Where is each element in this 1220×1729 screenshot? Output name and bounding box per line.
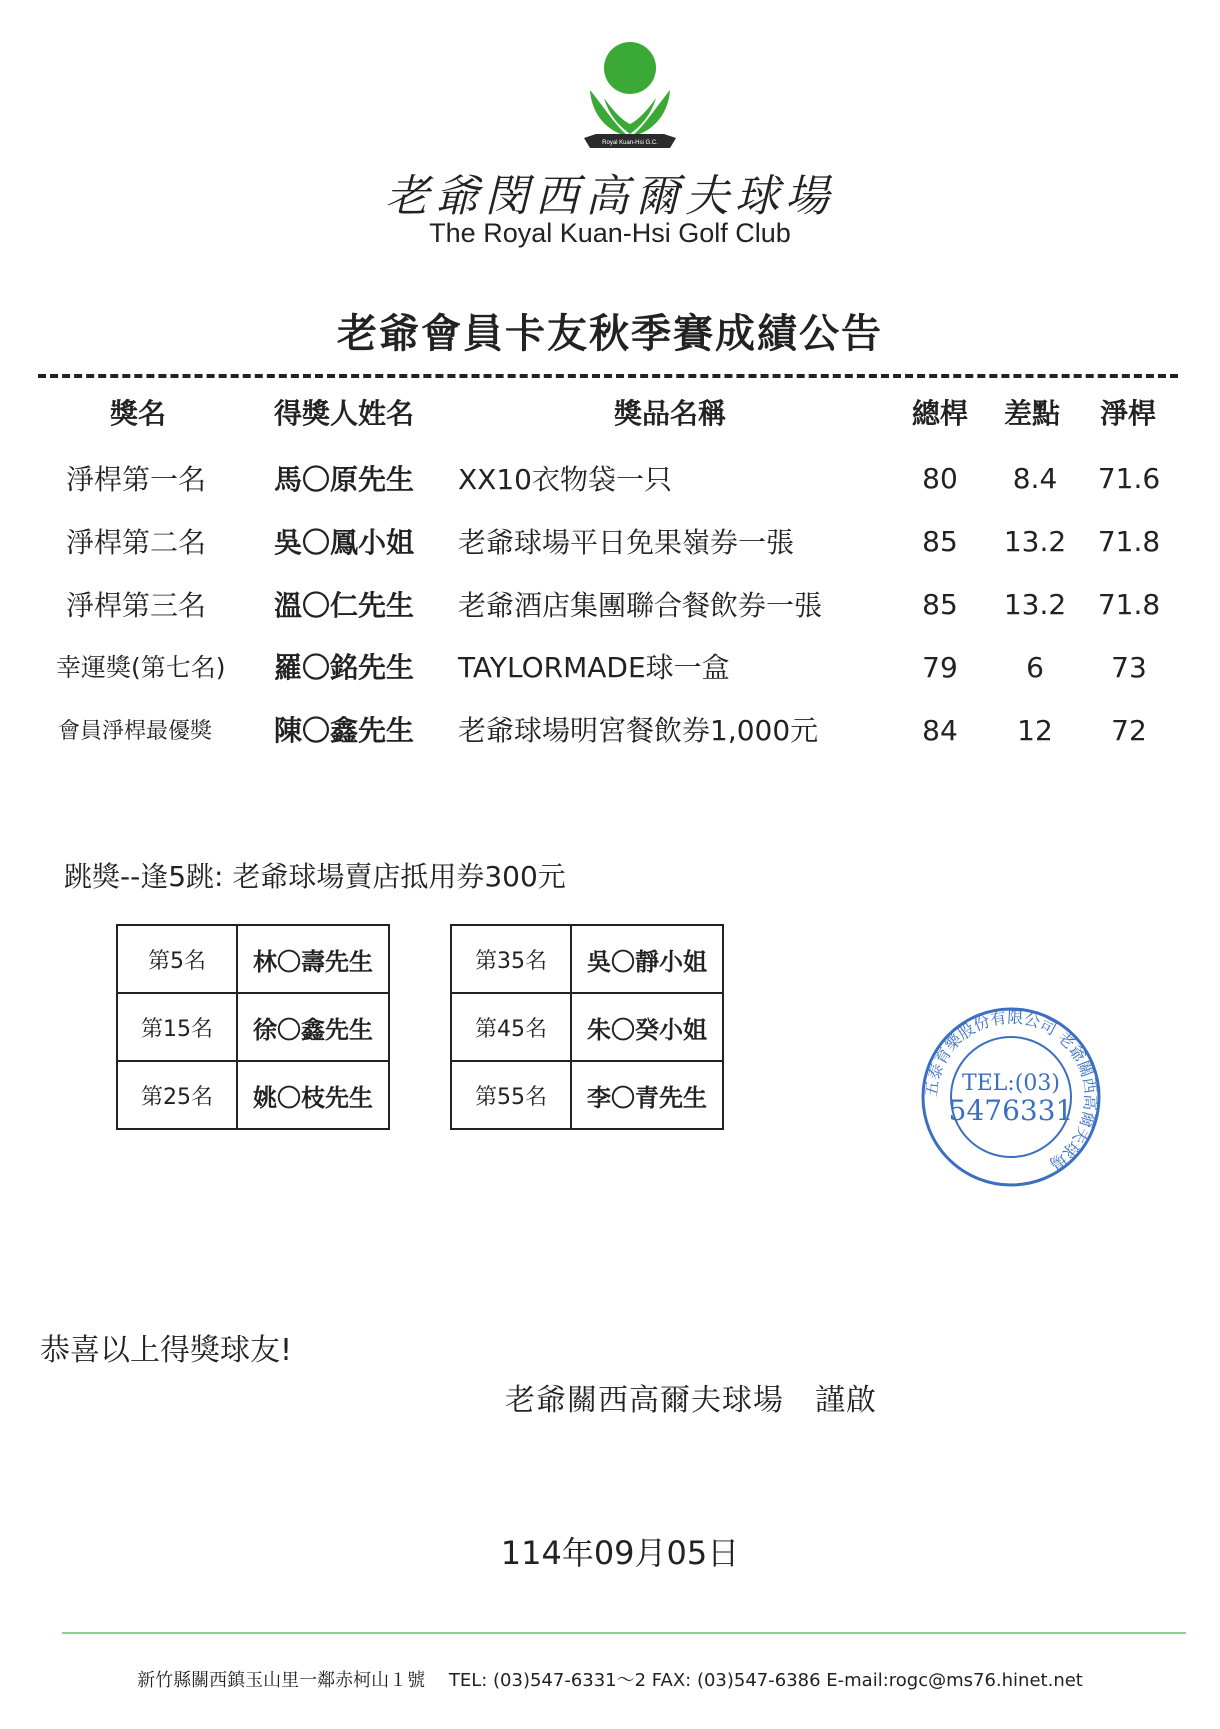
row3-handicap: 13.2 bbox=[1003, 588, 1067, 621]
table-row bbox=[451, 993, 723, 1061]
jump-winner: 李〇青先生 bbox=[571, 1061, 723, 1129]
signature: 老爺關西高爾夫球場 謹啟 bbox=[505, 1383, 877, 1418]
dashed-divider bbox=[38, 374, 1178, 378]
row3-award: 淨桿第三名 bbox=[66, 589, 207, 622]
jump-winner: 林〇壽先生 bbox=[237, 925, 389, 993]
row1-winner: 馬〇原先生 bbox=[274, 463, 415, 496]
jump-award-table-right bbox=[450, 924, 724, 1130]
company-seal-stamp bbox=[918, 1004, 1104, 1190]
row3-gross: 85 bbox=[922, 588, 958, 621]
jump-place: 第35名 bbox=[451, 925, 571, 993]
header-award: 獎名 bbox=[110, 397, 167, 430]
footer-contact: 新竹縣關西鎮玉山里一鄰赤柯山１號 TEL: (03)547-6331～2 FAX: (03)547-6386 E-mail:rogc@ms76.hinet.net bbox=[137, 1670, 1083, 1691]
table-row bbox=[117, 1061, 389, 1129]
jump-place: 第25名 bbox=[117, 1061, 237, 1129]
row2-net: 71.8 bbox=[1097, 525, 1161, 558]
row3-net: 71.8 bbox=[1097, 588, 1161, 621]
row5-gross: 84 bbox=[922, 714, 958, 747]
header-prize: 獎品名稱 bbox=[614, 397, 727, 430]
row4-handicap: 6 bbox=[1026, 651, 1044, 684]
row3-winner: 溫〇仁先生 bbox=[274, 589, 415, 622]
table-row bbox=[451, 1061, 723, 1129]
club-name-chinese: 老爺閔西高爾夫球場 bbox=[385, 171, 835, 222]
jump-winner: 朱〇癸小姐 bbox=[571, 993, 723, 1061]
row2-award: 淨桿第二名 bbox=[66, 526, 207, 559]
row1-award: 淨桿第一名 bbox=[66, 463, 207, 496]
row4-winner: 羅〇銘先生 bbox=[274, 651, 415, 684]
header-winner: 得獎人姓名 bbox=[274, 397, 415, 430]
header-handicap: 差點 bbox=[1004, 397, 1061, 430]
row2-prize: 老爺球場平日免果嶺券一張 bbox=[458, 526, 795, 559]
logo-ball-icon bbox=[604, 42, 656, 94]
seal-tel-label: TEL:(03) bbox=[962, 1071, 1060, 1096]
footer-divider bbox=[62, 1632, 1186, 1634]
announcement-date: 114年09月05日 bbox=[500, 1534, 740, 1572]
row2-gross: 85 bbox=[922, 525, 958, 558]
seal-ring-text: 五泰育樂股份有限公司 老爺關西高爾夫球場 bbox=[921, 1007, 1101, 1174]
jump-place: 第15名 bbox=[117, 993, 237, 1061]
table-row bbox=[117, 925, 389, 993]
row1-handicap: 8.4 bbox=[1012, 462, 1058, 495]
row2-winner: 吳〇鳳小姐 bbox=[274, 526, 415, 559]
row4-prize: TAYLORMADE球一盒 bbox=[458, 651, 730, 684]
row5-award: 會員淨桿最優獎 bbox=[58, 719, 213, 744]
row2-handicap: 13.2 bbox=[1003, 525, 1067, 558]
jump-place: 第5名 bbox=[117, 925, 237, 993]
seal-tel-number: 5476331 bbox=[948, 1094, 1074, 1127]
row3-prize: 老爺酒店集團聯合餐飲券一張 bbox=[458, 589, 823, 622]
club-name-english: The Royal Kuan-Hsi Golf Club bbox=[429, 218, 791, 248]
congratulations-text: 恭喜以上得獎球友! bbox=[40, 1333, 293, 1368]
row5-net: 72 bbox=[1111, 714, 1147, 747]
golf-club-logo bbox=[570, 38, 690, 156]
logo-leaf-left-icon bbox=[590, 90, 628, 136]
row5-prize: 老爺球場明宮餐飲券1,000元 bbox=[458, 714, 819, 747]
jump-winner: 姚〇枝先生 bbox=[237, 1061, 389, 1129]
row1-prize: XX10衣物袋一只 bbox=[458, 463, 672, 496]
row1-gross: 80 bbox=[922, 462, 958, 495]
row4-award: 幸運獎(第七名) bbox=[56, 653, 226, 682]
page-title: 老爺會員卡友秋季賽成績公告 bbox=[337, 311, 883, 357]
logo-leaf-right-icon bbox=[632, 90, 670, 136]
jump-award-description: 跳獎--逢5跳: 老爺球場賣店抵用券300元 bbox=[64, 860, 566, 893]
jump-place: 第45名 bbox=[451, 993, 571, 1061]
jump-winner: 吳〇靜小姐 bbox=[571, 925, 723, 993]
table-row bbox=[117, 993, 389, 1061]
row4-gross: 79 bbox=[922, 651, 958, 684]
row5-handicap: 12 bbox=[1017, 714, 1053, 747]
row4-net: 73 bbox=[1111, 651, 1147, 684]
jump-award-table-left bbox=[116, 924, 390, 1130]
jump-winner: 徐〇鑫先生 bbox=[237, 993, 389, 1061]
jump-place: 第55名 bbox=[451, 1061, 571, 1129]
row5-winner: 陳〇鑫先生 bbox=[274, 714, 415, 747]
logo-ribbon-text: Royal Kuan-Hsi G.C. bbox=[602, 140, 658, 146]
row1-net: 71.6 bbox=[1097, 462, 1161, 495]
header-net: 淨桿 bbox=[1100, 397, 1157, 430]
header-gross: 總桿 bbox=[912, 397, 969, 430]
table-row bbox=[451, 925, 723, 993]
